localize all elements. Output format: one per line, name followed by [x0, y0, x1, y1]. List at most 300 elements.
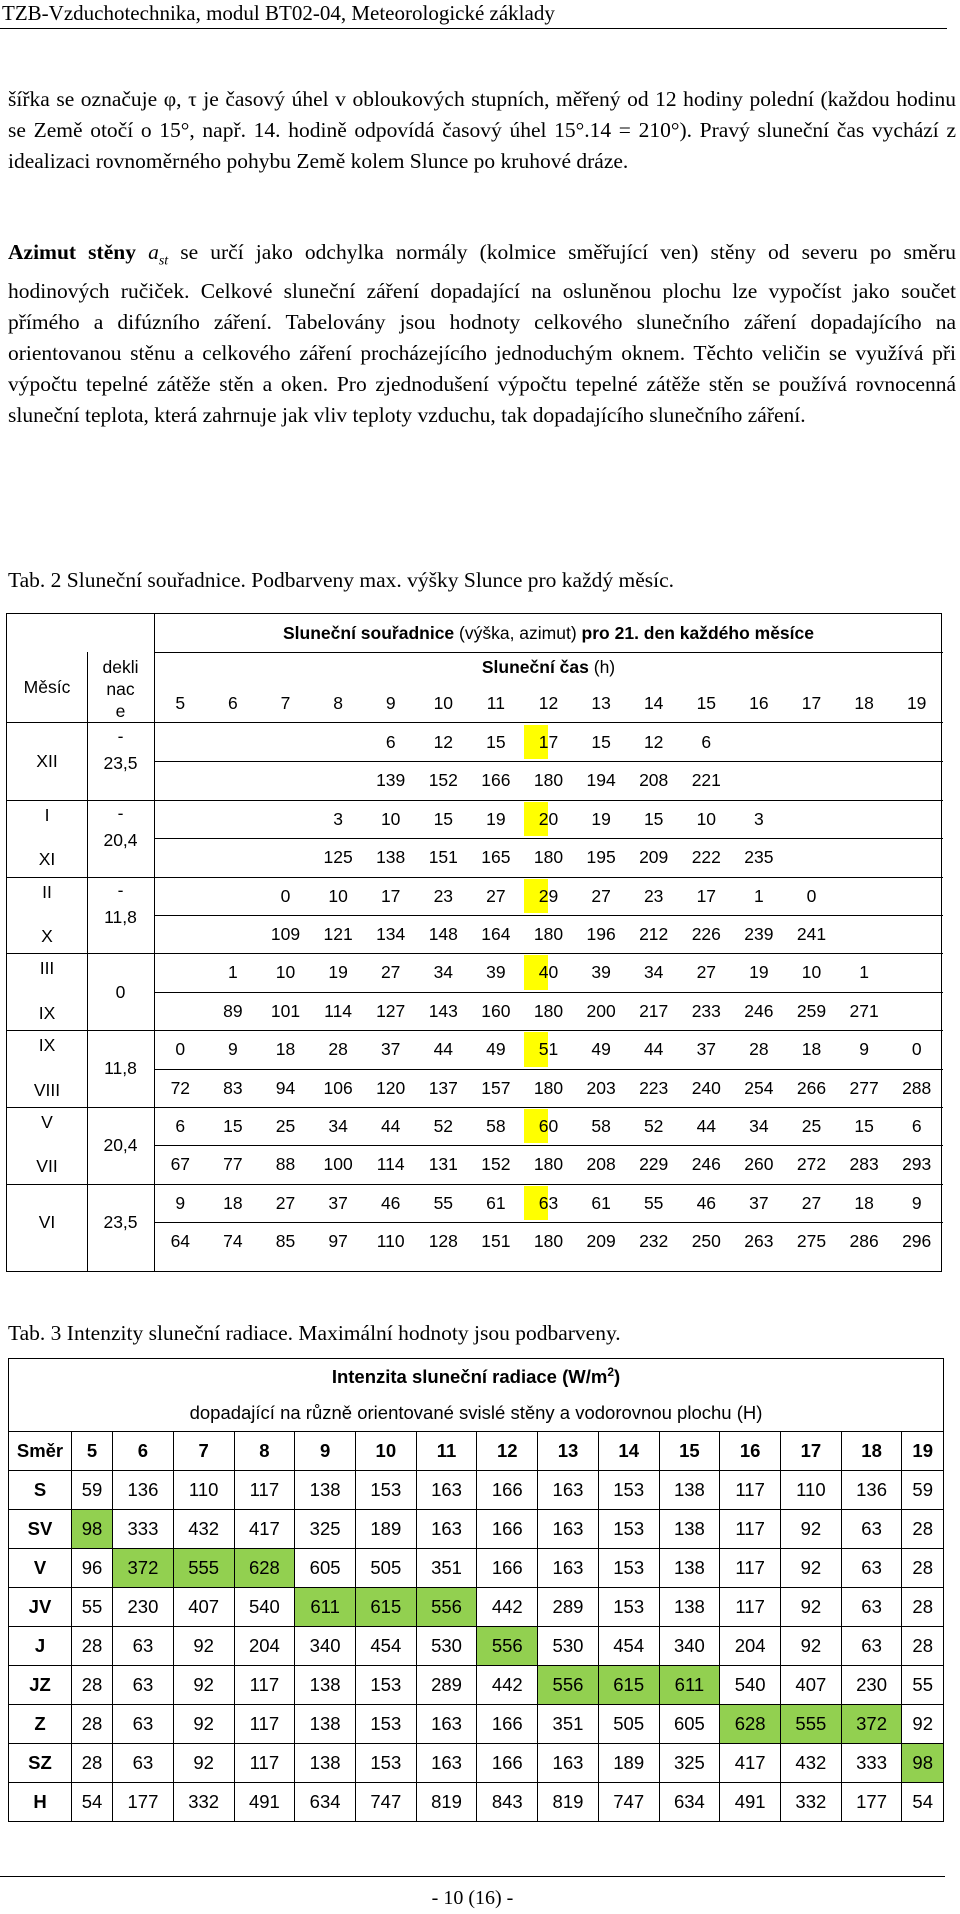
sun-azimuth-cell — [259, 761, 312, 799]
radiation-value: 59 — [72, 1471, 113, 1510]
direction-label: J — [9, 1627, 72, 1666]
month-label: VI — [38, 1212, 56, 1232]
radiation-value: 634 — [659, 1783, 720, 1822]
sun-height-cell: 17 — [380, 885, 401, 906]
sun-azimuth-cell: 151 — [428, 847, 458, 868]
radiation-value: 555 — [781, 1705, 842, 1744]
radiation-value: 454 — [598, 1627, 659, 1666]
radiation-value: 505 — [598, 1705, 659, 1744]
sun-azimuth-cell: 222 — [691, 847, 721, 868]
hour-header: 15 — [696, 693, 717, 713]
page-footer: - 10 (16) - — [0, 1876, 945, 1910]
tab2-caption: Tab. 2 Sluneční souřadnice. Podbarveny max. výšky Slunce pro každý měsíc. — [8, 568, 675, 592]
sun-azimuth-cell: 203 — [586, 1077, 616, 1098]
month-label: IX — [38, 1035, 56, 1056]
sun-height-cell — [785, 723, 838, 761]
radiation-value: 163 — [538, 1744, 599, 1783]
sun-azimuth-cell: 250 — [691, 1231, 721, 1252]
declination-value: 23,5 — [103, 753, 138, 774]
radiation-value: 611 — [659, 1666, 720, 1705]
paragraph-2 — [8, 237, 956, 431]
sun-azimuth-cell: 271 — [849, 1000, 879, 1021]
sun-height-cell: 61 — [486, 1192, 506, 1213]
radiation-value: 28 — [902, 1627, 944, 1666]
radiation-value: 54 — [72, 1783, 113, 1822]
sun-azimuth-cell: 209 — [586, 1231, 616, 1252]
radiation-value: 372 — [113, 1549, 174, 1588]
sun-height-cell: 39 — [486, 962, 506, 983]
sun-azimuth-cell: 74 — [223, 1231, 243, 1252]
sun-azimuth-cell — [890, 761, 943, 799]
declination-value: 0 — [115, 981, 126, 1002]
radiation-value: 153 — [598, 1549, 659, 1588]
sun-height-cell: 10 — [328, 885, 348, 906]
radiation-value: 163 — [416, 1510, 477, 1549]
sun-azimuth-cell: 233 — [691, 1000, 721, 1021]
radiation-value: 28 — [902, 1510, 944, 1549]
radiation-value: 407 — [173, 1588, 234, 1627]
radiation-value: 407 — [781, 1666, 842, 1705]
direction-label: S — [9, 1471, 72, 1510]
sun-azimuth-cell: 259 — [796, 1000, 827, 1021]
radiation-value: 163 — [416, 1471, 477, 1510]
sun-height-cell: 34 — [749, 1116, 769, 1136]
sun-azimuth-cell: 152 — [428, 770, 458, 791]
radiation-value: 351 — [538, 1705, 599, 1744]
sun-azimuth-cell: 101 — [270, 1000, 301, 1021]
sun-height-cell: 1 — [754, 885, 764, 906]
sun-height-cell: 0 — [806, 885, 817, 906]
sun-height-cell — [154, 723, 207, 761]
radiation-value: 340 — [295, 1627, 356, 1666]
radiation-value: 605 — [659, 1705, 720, 1744]
radiation-value: 556 — [416, 1588, 477, 1627]
hour-header: 15 — [659, 1432, 720, 1471]
sun-azimuth-cell — [838, 915, 891, 953]
month-label: VIII — [33, 1079, 61, 1100]
table-row — [9, 1666, 944, 1705]
radiation-value: 163 — [416, 1705, 477, 1744]
tab3-title: Intenzita sluneční radiace $(W/m^2)$ — [9, 1359, 944, 1396]
radiation-value: 556 — [538, 1666, 599, 1705]
sun-height-cell: 25 — [275, 1116, 296, 1136]
radiation-value: 153 — [355, 1705, 416, 1744]
radiation-value: 63 — [841, 1588, 902, 1627]
radiation-value: 63 — [113, 1744, 174, 1783]
hour-header: 13 — [538, 1432, 599, 1471]
sun-azimuth-cell: 106 — [323, 1077, 353, 1098]
sun-azimuth-cell: 288 — [902, 1077, 932, 1098]
hour-header: 14 — [598, 1432, 659, 1471]
declination-value: 11,8 — [104, 906, 137, 927]
radiation-value: 153 — [598, 1588, 659, 1627]
sun-azimuth-cell: 77 — [223, 1154, 243, 1175]
radiation-value: 138 — [659, 1510, 720, 1549]
grid-line — [7, 722, 943, 723]
radiation-value: 153 — [598, 1471, 659, 1510]
sun-height-cell: 18 — [223, 1192, 243, 1213]
sun-azimuth-cell: 296 — [902, 1231, 932, 1252]
declination-value: - — [117, 802, 124, 823]
radiation-value: 92 — [781, 1549, 842, 1588]
sun-azimuth-cell — [154, 761, 207, 799]
sun-height-cell: 9 — [175, 1192, 186, 1213]
sun-azimuth-cell: 209 — [639, 847, 669, 868]
sun-azimuth-cell — [733, 761, 786, 799]
sun-height-cell: 44 — [380, 1116, 401, 1136]
sun-height-cell: 63 — [538, 1192, 559, 1213]
radiation-value: 28 — [72, 1744, 113, 1783]
hour-header: 8 — [333, 693, 343, 713]
sun-height-cell: 19 — [749, 962, 769, 983]
radiation-value: 138 — [295, 1666, 356, 1705]
sun-azimuth-cell: 160 — [481, 1000, 511, 1021]
sun-azimuth-cell: 89 — [223, 1000, 243, 1021]
sun-azimuth-cell: 88 — [275, 1154, 296, 1175]
radiation-value: 491 — [720, 1783, 781, 1822]
radiation-value: 747 — [598, 1783, 659, 1822]
sun-height-cell — [890, 800, 943, 838]
sun-height-cell — [207, 877, 260, 915]
radiation-value: 230 — [113, 1588, 174, 1627]
table-row — [9, 1549, 944, 1588]
sun-azimuth-cell: 83 — [223, 1077, 243, 1098]
radiation-value: 615 — [598, 1666, 659, 1705]
sun-azimuth-cell: 226 — [691, 924, 721, 944]
radiation-value: 59 — [902, 1471, 944, 1510]
radiation-value: 63 — [113, 1705, 174, 1744]
sun-height-cell — [785, 800, 838, 838]
sun-height-cell: 27 — [275, 1192, 296, 1213]
radiation-value: 163 — [416, 1744, 477, 1783]
sun-azimuth-cell: 283 — [849, 1154, 879, 1175]
radiation-value: 819 — [416, 1783, 477, 1822]
sun-azimuth-cell: 212 — [639, 924, 669, 944]
declination-value: 20,4 — [103, 829, 138, 850]
radiation-value: 153 — [598, 1510, 659, 1549]
radiation-value: 628 — [720, 1705, 781, 1744]
sun-height-cell: 15 — [591, 732, 611, 752]
sun-height-cell: 19 — [328, 962, 348, 983]
tab3-caption: Tab. 3 Intenzity sluneční radiace. Maximální hodnoty jsou podbarveny. — [8, 1321, 621, 1345]
grid-line — [154, 838, 943, 839]
sun-azimuth-cell: 272 — [796, 1154, 827, 1175]
radiation-value: 138 — [659, 1549, 720, 1588]
declination-value: 20,4 — [103, 1135, 138, 1156]
sun-height-cell: 6 — [701, 732, 712, 752]
direction-label: V — [9, 1549, 72, 1588]
radiation-value: 417 — [234, 1510, 295, 1549]
sun-height-cell — [259, 800, 312, 838]
sun-height-cell: 9 — [859, 1039, 869, 1060]
sun-height-cell: 10 — [275, 962, 296, 983]
radiation-value: 333 — [113, 1510, 174, 1549]
sun-height-cell: 34 — [643, 962, 664, 983]
tab3-subtitle: dopadající na různě orientované svislé stěny a vodorovnou plochu (H) — [9, 1395, 944, 1432]
table-row — [9, 1588, 944, 1627]
sun-azimuth-cell: 195 — [586, 847, 616, 868]
hour-header: 8 — [234, 1432, 295, 1471]
radiation-value: 747 — [355, 1783, 416, 1822]
radiation-value: 117 — [234, 1471, 295, 1510]
hour-header: 11 — [486, 693, 505, 713]
radiation-value: 432 — [781, 1744, 842, 1783]
table-row — [9, 1471, 944, 1510]
sun-height-cell: 23 — [433, 885, 454, 906]
sun-height-cell — [890, 877, 943, 915]
sun-height-cell: 15 — [854, 1116, 874, 1136]
radiation-value: 177 — [841, 1783, 902, 1822]
radiation-value: 442 — [477, 1588, 538, 1627]
hour-header: 11 — [416, 1432, 477, 1471]
sun-height-cell: 49 — [486, 1039, 506, 1060]
sun-height-cell: 49 — [591, 1039, 611, 1060]
radiation-value: 92 — [902, 1705, 944, 1744]
grid-line — [154, 992, 943, 993]
hour-header: 17 — [781, 1432, 842, 1471]
hour-header: 12 — [477, 1432, 538, 1471]
sun-azimuth-cell: 138 — [376, 847, 406, 868]
month-column-header: Měsíc — [23, 677, 71, 697]
sun-height-cell: 15 — [433, 808, 454, 829]
radiation-value: 442 — [477, 1666, 538, 1705]
sun-height-cell: 27 — [486, 885, 506, 906]
radiation-value: 153 — [355, 1666, 416, 1705]
sun-azimuth-cell: 200 — [586, 1000, 616, 1021]
radiation-value: 843 — [477, 1783, 538, 1822]
sun-height-cell: 10 — [801, 962, 822, 983]
month-label: IX — [38, 1002, 56, 1023]
sun-azimuth-cell: 72 — [170, 1077, 191, 1098]
month-label: X — [41, 926, 53, 946]
sun-height-cell: 12 — [643, 732, 664, 752]
grid-line — [154, 614, 155, 1271]
radiation-value: 55 — [902, 1666, 944, 1705]
sun-height-cell: 46 — [696, 1192, 717, 1213]
sun-height-cell: 60 — [538, 1116, 559, 1136]
sun-height-cell — [259, 723, 312, 761]
declination-value: 23,5 — [103, 1212, 138, 1232]
radiation-value: 505 — [355, 1549, 416, 1588]
sun-height-cell: 37 — [380, 1039, 401, 1060]
declination-value: 11,8 — [104, 1058, 137, 1079]
radiation-value: 136 — [113, 1471, 174, 1510]
sun-height-cell: 10 — [380, 808, 401, 829]
sun-azimuth-cell: 232 — [639, 1231, 669, 1252]
sun-height-cell: 58 — [486, 1116, 506, 1136]
sun-height-cell — [154, 953, 207, 991]
hour-header: 16 — [720, 1432, 781, 1471]
sun-height-cell: 6 — [911, 1116, 922, 1136]
declination-column-header: e — [115, 701, 126, 721]
table-row — [9, 1783, 944, 1822]
radiation-value: 454 — [355, 1627, 416, 1666]
sun-azimuth-cell: 240 — [691, 1077, 721, 1098]
month-label: XII — [36, 751, 58, 772]
sun-azimuth-cell: 85 — [275, 1231, 296, 1252]
sun-height-cell: 1 — [859, 962, 869, 983]
sun-height-cell — [838, 723, 891, 761]
direction-label: SZ — [9, 1744, 72, 1783]
radiation-value: 92 — [173, 1666, 234, 1705]
sun-azimuth-cell — [154, 915, 207, 953]
sun-azimuth-cell: 275 — [796, 1231, 827, 1252]
paragraph-1 — [8, 84, 956, 177]
sun-height-cell: 34 — [433, 962, 454, 983]
sun-height-cell: 17 — [538, 732, 559, 752]
sun-azimuth-cell: 246 — [744, 1000, 774, 1021]
azimuth-symbol-sub: st — [158, 253, 169, 269]
month-label: XI — [38, 849, 56, 870]
sun-azimuth-cell: 97 — [328, 1231, 348, 1252]
sun-height-cell: 9 — [911, 1192, 922, 1213]
sun-height-cell — [890, 723, 943, 761]
sun-height-cell: 19 — [591, 808, 611, 829]
radiation-value: 92 — [173, 1627, 234, 1666]
hour-header: 16 — [749, 693, 769, 713]
radiation-value: 28 — [902, 1549, 944, 1588]
sun-azimuth-cell: 114 — [324, 1000, 353, 1021]
sun-height-cell: 10 — [696, 808, 717, 829]
sun-height-cell: 37 — [696, 1039, 717, 1060]
radiation-value: 117 — [720, 1471, 781, 1510]
radiation-value: 177 — [113, 1783, 174, 1822]
sun-azimuth-cell: 128 — [428, 1231, 458, 1252]
radiation-value: 110 — [173, 1471, 234, 1510]
sun-azimuth-cell: 180 — [533, 924, 564, 944]
sun-azimuth-cell — [838, 838, 891, 876]
radiation-value: 117 — [234, 1705, 295, 1744]
sun-azimuth-cell — [312, 761, 365, 799]
radiation-value: 55 — [72, 1588, 113, 1627]
sun-height-cell: 27 — [380, 962, 401, 983]
sun-height-cell: 58 — [591, 1116, 611, 1136]
sun-azimuth-cell: 239 — [744, 924, 774, 944]
table-row — [9, 1510, 944, 1549]
sun-azimuth-cell: 166 — [481, 770, 511, 791]
sun-height-cell: 44 — [643, 1039, 664, 1060]
sun-azimuth-cell — [785, 761, 838, 799]
radiation-value: 611 — [295, 1588, 356, 1627]
radiation-value: 96 — [72, 1549, 113, 1588]
sun-azimuth-cell: 194 — [586, 770, 616, 791]
sun-azimuth-cell — [154, 992, 207, 1030]
month-label: II — [42, 881, 52, 902]
hour-header: 7 — [280, 693, 291, 713]
radiation-value: 204 — [234, 1627, 295, 1666]
month-label: I — [44, 804, 50, 825]
sun-height-cell: 23 — [643, 885, 664, 906]
radiation-value: 98 — [902, 1744, 944, 1783]
radiation-value: 117 — [234, 1666, 295, 1705]
radiation-value: 28 — [72, 1705, 113, 1744]
sun-height-cell: 6 — [175, 1116, 186, 1136]
hour-header: 14 — [643, 693, 664, 713]
sun-height-cell — [890, 953, 943, 991]
hour-header: 18 — [841, 1432, 902, 1471]
radiation-value: 605 — [295, 1549, 356, 1588]
month-label: VII — [36, 1156, 58, 1177]
radiation-value: 166 — [477, 1510, 538, 1549]
sun-azimuth-cell: 246 — [691, 1154, 721, 1175]
sun-height-cell: 18 — [801, 1039, 822, 1060]
radiation-value: 110 — [781, 1471, 842, 1510]
sun-azimuth-cell — [890, 992, 943, 1030]
sun-height-cell: 37 — [749, 1192, 769, 1213]
sun-azimuth-cell: 221 — [691, 770, 721, 791]
sun-azimuth-cell: 180 — [533, 847, 564, 868]
sun-azimuth-cell: 180 — [533, 1077, 564, 1098]
radiation-value: 530 — [416, 1627, 477, 1666]
sun-azimuth-cell — [207, 915, 260, 953]
radiation-value: 117 — [234, 1744, 295, 1783]
sun-azimuth-cell: 114 — [376, 1154, 405, 1175]
sun-height-cell: 39 — [591, 962, 611, 983]
radiation-value: 332 — [173, 1783, 234, 1822]
radiation-value: 163 — [538, 1471, 599, 1510]
radiation-value: 540 — [234, 1588, 295, 1627]
sun-height-cell: 34 — [328, 1116, 348, 1136]
direction-label: H — [9, 1783, 72, 1822]
radiation-value: 138 — [659, 1471, 720, 1510]
sun-azimuth-cell: 125 — [323, 847, 353, 868]
sun-height-cell: 15 — [643, 808, 664, 829]
sun-azimuth-cell: 121 — [323, 924, 353, 944]
sun-height-cell: 29 — [538, 885, 559, 906]
sun-azimuth-cell: 180 — [533, 1000, 564, 1021]
direction-label: JZ — [9, 1666, 72, 1705]
sun-azimuth-cell: 152 — [481, 1154, 511, 1175]
radiation-value: 63 — [841, 1627, 902, 1666]
azimuth-term: Azimut stěny — [8, 240, 136, 264]
radiation-value: 555 — [173, 1549, 234, 1588]
sun-azimuth-cell: 196 — [586, 924, 616, 944]
sun-height-cell — [733, 723, 786, 761]
radiation-value: 92 — [781, 1627, 842, 1666]
grid-line — [154, 915, 943, 916]
hour-header: 10 — [433, 693, 454, 713]
sun-azimuth-cell: 137 — [428, 1077, 458, 1098]
sun-height-cell: 0 — [175, 1039, 186, 1060]
hour-header: 18 — [854, 693, 874, 713]
radiation-value: 153 — [355, 1744, 416, 1783]
radiation-value: 28 — [902, 1588, 944, 1627]
sun-azimuth-cell: 180 — [533, 1231, 564, 1252]
sun-azimuth-cell: 110 — [376, 1231, 405, 1252]
sun-height-cell: 3 — [754, 808, 764, 829]
radiation-value: 138 — [295, 1471, 356, 1510]
sun-azimuth-cell: 131 — [428, 1154, 458, 1175]
radiation-value: 166 — [477, 1705, 538, 1744]
sun-height-cell — [154, 800, 207, 838]
month-label: III — [39, 958, 55, 979]
sun-azimuth-cell: 235 — [744, 847, 774, 868]
radiation-value: 819 — [538, 1783, 599, 1822]
sun-azimuth-cell: 67 — [170, 1154, 191, 1175]
grid-line — [154, 652, 943, 653]
sun-height-cell: 55 — [433, 1192, 454, 1213]
radiation-value: 166 — [477, 1549, 538, 1588]
sun-azimuth-cell: 223 — [639, 1077, 669, 1098]
radiation-value: 340 — [659, 1627, 720, 1666]
hour-header: 7 — [173, 1432, 234, 1471]
sun-height-cell: 1 — [228, 962, 238, 983]
sun-azimuth-cell: 109 — [270, 924, 301, 944]
sun-azimuth-cell — [259, 838, 312, 876]
sun-height-cell: 28 — [328, 1039, 348, 1060]
grid-line — [154, 761, 943, 762]
radiation-value: 63 — [113, 1666, 174, 1705]
